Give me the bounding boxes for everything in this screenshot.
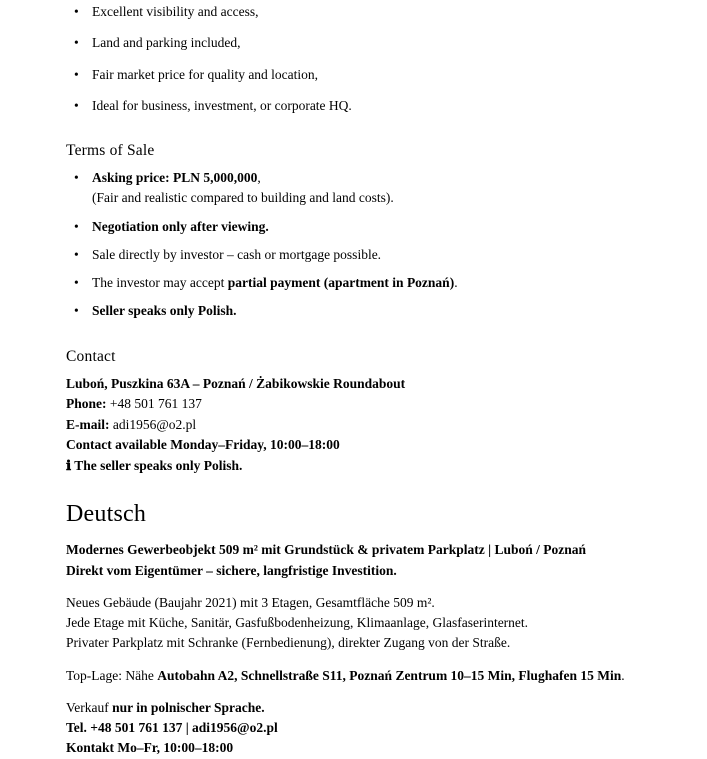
asking-price-label: Asking price: PLN 5,000,000 — [92, 170, 258, 185]
feature-text: Land and parking included, — [92, 35, 241, 51]
bullet-icon: • — [74, 66, 79, 82]
contact-address: Luboń, Puszkina 63A – Poznań / Żabikowskie Roundabout — [66, 375, 406, 391]
bullet-icon: • — [74, 97, 79, 113]
feature-text: Ideal for business, investment, or corporate HQ. — [92, 97, 352, 113]
feature-text: Excellent visibility and access, — [92, 4, 259, 19]
list-item — [66, 273, 667, 293]
german-description — [66, 593, 667, 654]
list-item — [66, 96, 667, 116]
german-sale-language — [66, 698, 667, 718]
bullet-icon: • — [74, 35, 79, 51]
phone-value: +48 501 761 137 — [106, 396, 202, 412]
partial-payment-bold: partial payment (apartment in Poznań) — [227, 275, 455, 290]
email-value: adi1956@o2.pl — [109, 416, 197, 432]
bullet-icon: • — [74, 218, 79, 234]
partial-payment-prefix: The investor may accept — [92, 275, 228, 290]
asking-price-suffix: , — [257, 170, 261, 185]
german-body-line1: Neues Gebäude (Baujahr 2021) mit 3 Etagen, Gesamtfläche 509 m². — [66, 594, 435, 610]
features-list — [66, 2, 667, 116]
contact-email — [66, 415, 667, 435]
terms-of-sale-list — [66, 168, 667, 322]
email-label: E-mail: — [66, 416, 110, 432]
german-sale-bold: nur in polnischer Sprache. — [112, 699, 265, 715]
contact-availability: Contact available Monday–Friday, 10:00–18:00 — [66, 437, 340, 453]
bullet-icon: • — [74, 303, 79, 319]
phone-label: Phone: — [66, 396, 107, 412]
german-section-body — [66, 540, 667, 758]
german-location-suffix: . — [621, 667, 625, 683]
german-body-line2: Jede Etage mit Küche, Sanitär, Gasfußbodenheizung, Klimaanlage, Glasfaserinternet. — [66, 615, 529, 631]
list-item — [66, 33, 667, 53]
german-section-heading: Deutsch — [66, 501, 147, 528]
german-kontakt-line: Kontakt Mo–Fr, 10:00–18:00 — [66, 740, 234, 756]
german-title-line2: Direkt vom Eigentümer – sichere, langfristige Investition. — [66, 562, 397, 578]
asking-price-note: (Fair and realistic compared to building and land costs). — [92, 190, 394, 206]
contact-block — [66, 374, 667, 476]
german-title-line1: Modernes Gewerbeobjekt 509 m² mit Grundstück & privatem Parkplatz | Luboń / Poznań — [66, 542, 587, 558]
german-location-bold: Autobahn A2, Schnellstraße S11, Poznań Zentrum 10–15 Min, Flughafen 15 Min — [157, 667, 622, 683]
bullet-icon: • — [74, 4, 79, 19]
sale-method-text: Sale directly by investor – cash or mortgage possible. — [92, 246, 382, 262]
list-item — [66, 2, 667, 22]
german-body-line3: Privater Parkplatz mit Schranke (Fernbedienung), direkter Zugang von der Straße. — [66, 635, 511, 651]
german-title — [66, 540, 667, 581]
german-location — [66, 666, 667, 686]
list-item — [66, 245, 667, 265]
list-item — [66, 217, 667, 237]
list-item — [66, 168, 667, 209]
list-item — [66, 65, 667, 85]
terms-of-sale-heading: Terms of Sale — [66, 142, 155, 159]
negotiation-text: Negotiation only after viewing. — [92, 218, 269, 234]
german-tel-line: Tel. +48 501 761 137 | adi1956@o2.pl — [66, 720, 278, 736]
bullet-icon: • — [74, 170, 79, 185]
document-page — [0, 2, 707, 756]
contact-language-note: ℹ The seller speaks only Polish. — [66, 457, 243, 473]
seller-language-text: Seller speaks only Polish. — [92, 303, 237, 319]
german-location-prefix: Top-Lage: Nähe — [66, 667, 158, 683]
german-sale-prefix: Verkauf — [66, 699, 113, 715]
contact-phone — [66, 394, 667, 414]
partial-payment-suffix: . — [454, 275, 458, 290]
bullet-icon: • — [74, 275, 79, 290]
contact-heading: Contact — [66, 347, 116, 365]
feature-text: Fair market price for quality and location, — [92, 66, 319, 82]
bullet-icon: • — [74, 246, 79, 262]
list-item — [66, 301, 667, 321]
